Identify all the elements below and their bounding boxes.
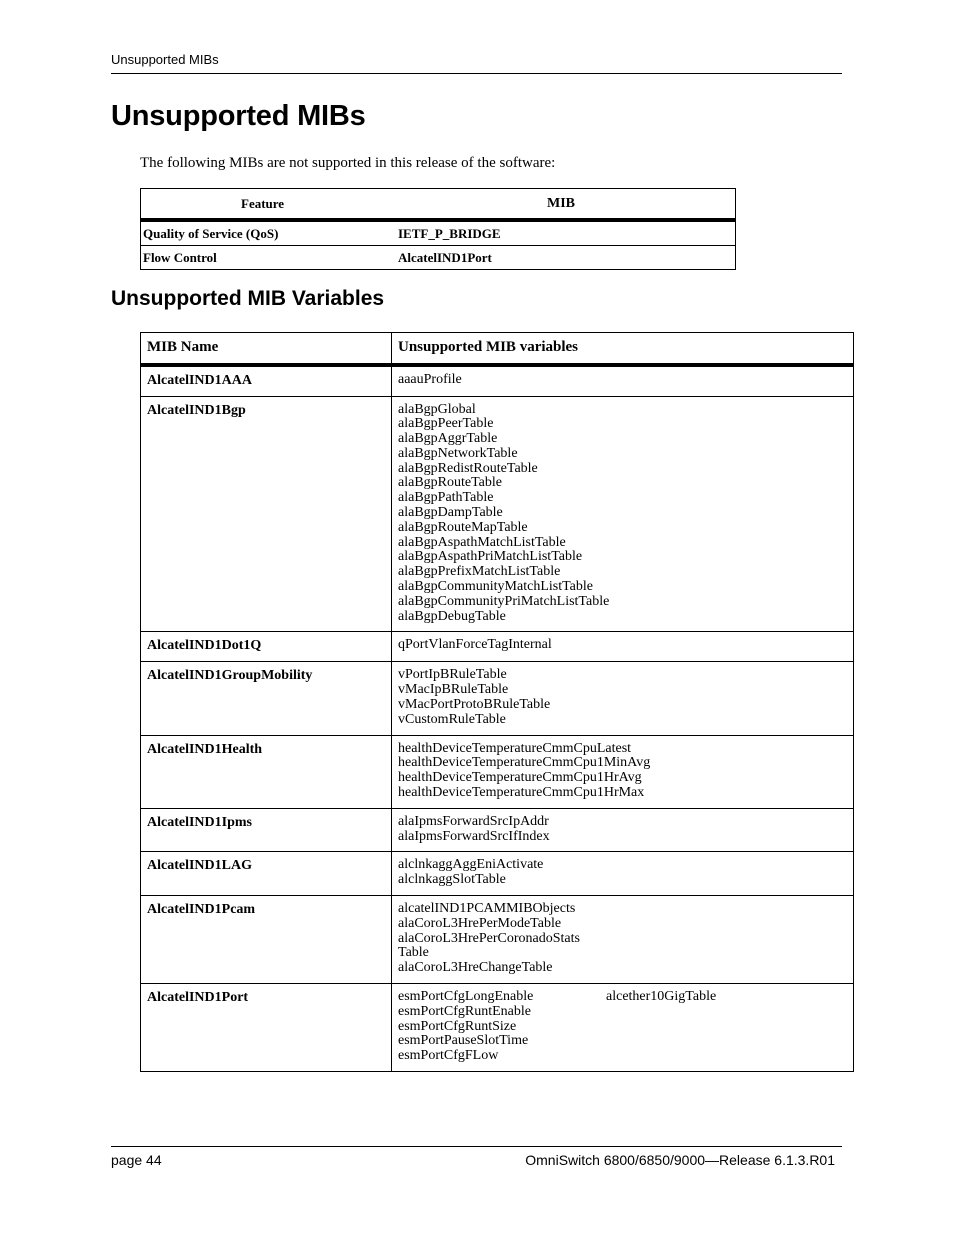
page-title: Unsupported MIBs xyxy=(111,100,366,132)
mib-variable: alaBgpCommunityPriMatchListTable xyxy=(398,593,610,609)
variable-list xyxy=(398,858,847,888)
variable-list xyxy=(398,373,847,388)
variable-list xyxy=(398,638,847,653)
mib-variable: esmPortPauseSlotTime xyxy=(398,1033,529,1049)
mib-variable: healthDeviceTemperatureCmmCpu1HrMax xyxy=(398,785,645,801)
table-row xyxy=(141,808,854,852)
mib-variable: alaBgpPathTable xyxy=(398,490,494,506)
mib-variable: healthDeviceTemperatureCmmCpu1HrAvg xyxy=(398,770,642,786)
mib-name-cell: AlcatelIND1Port xyxy=(141,984,392,1072)
table-row xyxy=(141,246,736,270)
variable-list xyxy=(398,668,847,727)
mib-variables-cell xyxy=(392,852,854,896)
mib-cell: IETF_P_BRIDGE xyxy=(398,225,501,241)
mib-name-cell: AlcatelIND1Ipms xyxy=(141,808,392,852)
mib-variable: alaBgpDampTable xyxy=(398,505,503,521)
column-header-mib-name: MIB Name xyxy=(141,333,392,365)
column-header-feature: Feature xyxy=(141,189,396,221)
feature-cell: Quality of Service (QoS) xyxy=(143,225,279,241)
mib-name-cell: AlcatelIND1AAA xyxy=(141,365,392,397)
mib-variable: alaCoroL3HrePerCoronadoStats xyxy=(398,930,580,946)
mib-variable: alaBgpRouteMapTable xyxy=(398,519,528,535)
mib-name-cell: AlcatelIND1GroupMobility xyxy=(141,662,392,735)
mib-variables-cell xyxy=(392,896,854,984)
column-header-mib: MIB xyxy=(395,189,736,221)
mib-variable: alaIpmsForwardSrcIfIndex xyxy=(398,828,550,844)
table-row xyxy=(141,396,854,632)
mib-variables-cell xyxy=(392,662,854,735)
table-row xyxy=(141,365,854,397)
table-row xyxy=(141,735,854,808)
footer-rule xyxy=(111,1146,842,1147)
mib-variable: qPortVlanForceTagInternal xyxy=(398,637,552,653)
mib-variable: alaBgpDebugTable xyxy=(398,608,506,624)
variable-list xyxy=(606,990,716,1064)
mib-name-cell: AlcatelIND1Bgp xyxy=(141,396,392,632)
mib-variable: alaBgpGlobal xyxy=(398,401,476,417)
table-row xyxy=(141,662,854,735)
mib-variable: alclnkaggAggEniActivate xyxy=(398,857,544,873)
mib-variables-cell xyxy=(392,735,854,808)
variable-list xyxy=(398,403,847,625)
mib-name-cell: AlcatelIND1LAG xyxy=(141,852,392,896)
mib-variable: vCustomRuleTable xyxy=(398,711,506,727)
table-row xyxy=(141,896,854,984)
mib-variable: vPortIpBRuleTable xyxy=(398,667,507,683)
table-row xyxy=(141,852,854,896)
variable-list xyxy=(398,902,847,976)
mib-variable: alaBgpPrefixMatchListTable xyxy=(398,564,561,580)
running-header: Unsupported MIBs xyxy=(111,52,219,67)
header-rule xyxy=(111,73,842,74)
variable-list xyxy=(398,742,847,801)
mib-cell: AlcatelIND1Port xyxy=(395,246,736,270)
section-title: Unsupported MIB Variables xyxy=(111,287,385,310)
mib-variable: alaCoroL3HreChangeTable xyxy=(398,960,553,976)
mib-name-cell: AlcatelIND1Pcam xyxy=(141,896,392,984)
mib-name-cell: AlcatelIND1Dot1Q xyxy=(141,632,392,662)
table-row xyxy=(141,984,854,1072)
page-number: page 44 xyxy=(111,1152,162,1168)
mib-variable: alaBgpPeerTable xyxy=(398,416,494,432)
unsupported-mibs-table xyxy=(140,188,736,270)
mib-variable: esmPortCfgFLow xyxy=(398,1048,499,1064)
mib-name-cell: AlcatelIND1Health xyxy=(141,735,392,808)
mib-variable: alaBgpRouteTable xyxy=(398,475,502,491)
mib-variable: esmPortCfgRuntEnable xyxy=(398,1003,531,1019)
table-row xyxy=(141,632,854,662)
mib-variable: aaauProfile xyxy=(398,371,462,387)
mib-variable: alaCoroL3HrePerModeTable xyxy=(398,915,562,931)
mib-variable: alaBgpNetworkTable xyxy=(398,445,518,461)
mib-variable: alaBgpCommunityMatchListTable xyxy=(398,579,593,595)
mib-variable: alaBgpRedistRouteTable xyxy=(398,460,538,476)
mib-variable: alcether10GigTable xyxy=(606,989,717,1004)
intro-paragraph: The following MIBs are not supported in this release of the software: xyxy=(140,155,556,171)
mib-variables-cell xyxy=(392,632,854,662)
column-header-unsupported-variables: Unsupported MIB variables xyxy=(392,333,854,365)
mib-variable: esmPortCfgLongEnable xyxy=(398,989,534,1004)
product-release: OmniSwitch 6800/6850/9000—Release 6.1.3.R01 xyxy=(525,1152,835,1168)
table-header-row xyxy=(141,333,854,365)
variable-list xyxy=(398,990,606,1064)
mib-variable: Table xyxy=(398,945,429,961)
variable-columns xyxy=(398,990,847,1064)
table-row xyxy=(141,220,736,246)
mib-variable: vMacPortProtoBRuleTable xyxy=(398,697,551,713)
mib-variables-cell xyxy=(392,365,854,397)
mib-variable: alaBgpAggrTable xyxy=(398,431,498,447)
mib-variable: healthDeviceTemperatureCmmCpuLatest xyxy=(398,740,632,756)
variable-list xyxy=(398,815,847,845)
table-header-row xyxy=(141,189,736,221)
feature-cell: Flow Control xyxy=(141,246,396,270)
mib-variable: esmPortCfgRuntSize xyxy=(398,1018,517,1034)
mib-variable: healthDeviceTemperatureCmmCpu1MinAvg xyxy=(398,755,651,771)
mib-variable: vMacIpBRuleTable xyxy=(398,682,509,698)
mib-variable: alaIpmsForwardSrcIpAddr xyxy=(398,813,549,829)
mib-variable: alaBgpAspathPriMatchListTable xyxy=(398,549,583,565)
mib-variables-cell xyxy=(392,396,854,632)
mib-variable: alaBgpAspathMatchListTable xyxy=(398,534,566,550)
unsupported-mib-variables-table xyxy=(140,332,854,1072)
mib-variables-cell xyxy=(392,984,854,1072)
mib-variable: alclnkaggSlotTable xyxy=(398,872,506,888)
variables-table-body xyxy=(141,365,854,1072)
mib-variables-cell xyxy=(392,808,854,852)
mib-variable: alcatelIND1PCAMMIBObjects xyxy=(398,901,576,917)
